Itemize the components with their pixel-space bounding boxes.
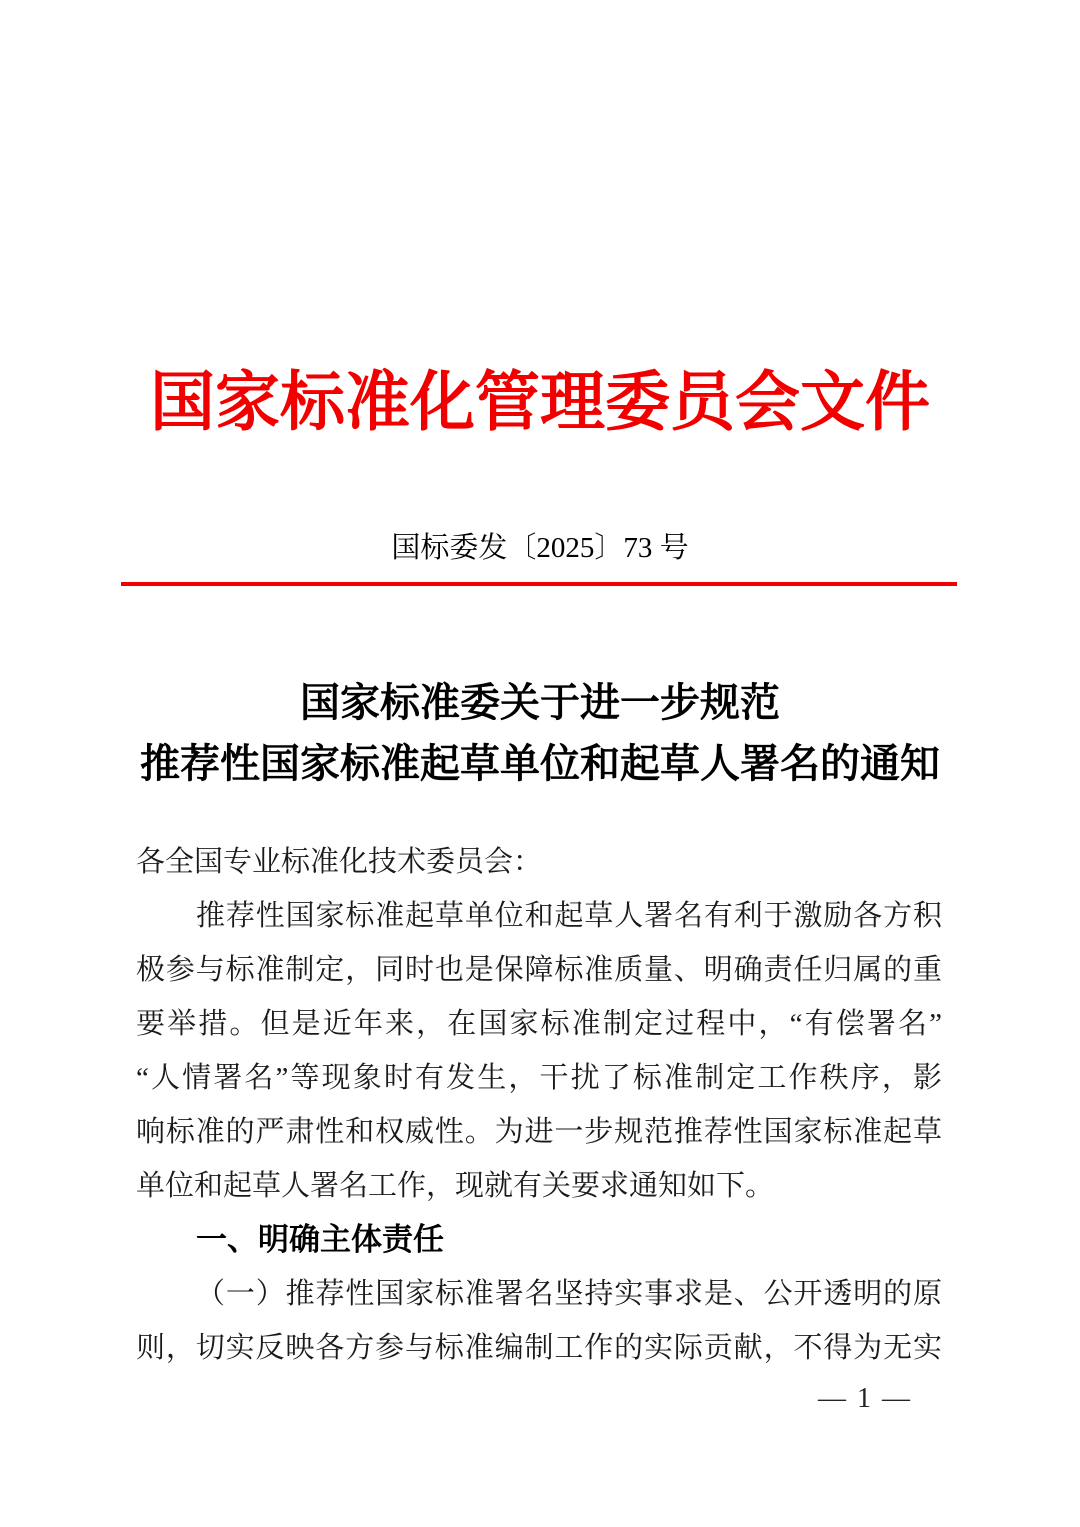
document-title-line2: 推荐性国家标准起草单位和起草人署名的通知 (140, 741, 940, 786)
document-title-line1: 国家标准委关于进一步规范 (300, 680, 780, 725)
salutation-line: 各全国专业标准化技术委员会： (136, 846, 543, 878)
page-number: — 1 — (818, 1383, 912, 1414)
body-line: 推荐性国家标准起草单位和起草人署名有利于激励各方积 (196, 900, 942, 932)
document-body (136, 835, 942, 1375)
body-line: 则，切实反映各方参与标准编制工作的实际贡献，不得为无实 (136, 1332, 942, 1364)
agency-header-title: 国家标准化管理委员会文件 (149, 367, 930, 439)
body-line: 要举措。但是近年来，在国家标准制定过程中，“有偿署名” (136, 1008, 942, 1040)
document-title (0, 672, 1080, 794)
body-line: 响标准的严肃性和权威性。为进一步规范推荐性国家标准起草 (136, 1116, 942, 1148)
body-line: 极参与标准制定，同时也是保障标准质量、明确责任归属的重 (136, 954, 942, 986)
section-heading-1: 一、明确主体责任 (196, 1222, 444, 1257)
document-number: 国标委发〔2025〕73 号 (391, 532, 689, 564)
body-line: “人情署名”等现象时有发生，干扰了标准制定工作秩序，影 (136, 1062, 942, 1094)
body-line: （一）推荐性国家标准署名坚持实事求是、公开透明的原 (196, 1278, 942, 1310)
body-line: 单位和起草人署名工作，现就有关要求通知如下。 (136, 1170, 775, 1202)
red-divider-line (121, 582, 957, 586)
